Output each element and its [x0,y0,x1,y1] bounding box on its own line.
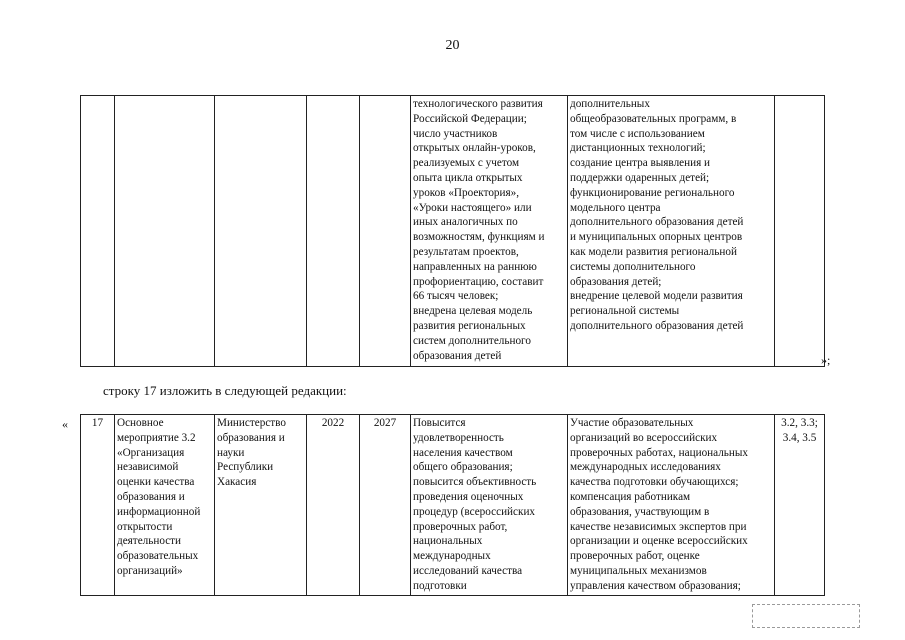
results-line: внедрена целевая модель [413,305,533,318]
results-line: исследований качества [413,564,523,577]
content-line: дополнительного образования детей [570,216,744,229]
results-line: реализуемых с учетом [413,157,520,170]
content-line: дистанционных технологий; [570,142,706,155]
results-line: проверочных работ, [413,520,508,533]
year-start-cell: 2022 [307,415,360,596]
results-line: Повысится [413,417,466,429]
results-line: направленных на раннюю [413,260,537,273]
content-line: модельного центра [570,201,661,214]
row-number-cell: 17 [81,415,115,596]
row-number-cell [81,96,115,367]
executor-cell [215,96,307,367]
indicators-line: 3.2, 3.3; [781,417,818,429]
content-line: проверочных работах, национальных [570,446,749,459]
results-line: общего образования; [413,461,513,474]
results-line: населения качеством [413,446,513,459]
content-line: и муниципальных опорных центров [570,231,743,244]
results-line: открытых онлайн-уроков, [413,142,536,155]
activity-line: образования и [117,490,185,503]
results-line: «Уроки настоящего» или [413,201,532,214]
content-line: общеобразовательных программ, в [570,112,737,125]
executor-line: Республики [217,461,274,474]
content-line: управления качеством образования; [570,579,741,592]
results-line: международных [413,550,491,563]
content-line: качества подготовки обучающихся; [570,476,739,489]
indicators-cell [775,96,825,367]
activity-line: деятельности [117,535,182,548]
indicators-line: 3.4, 3.5 [782,431,817,444]
activity-cell [115,96,215,367]
content-line: функционирование регионального [570,186,735,199]
activity-line: независимой [117,461,179,474]
content-line: Участие образовательных [570,417,694,429]
results-line: подготовки [413,579,467,592]
results-line: результатам проектов, [413,245,519,258]
year-start-cell [307,96,360,367]
activity-line: образовательных [117,550,199,563]
indicators-cell [775,415,825,596]
content-line: международных исследованиях [570,461,721,474]
results-line: образования детей [413,349,502,362]
content-line: проверочных работ, оценке [570,550,700,563]
content-line: дополнительного образования детей [570,319,744,332]
content-line: создание центра выявления и [570,157,711,170]
results-line: число участников [413,127,498,140]
results-line: 66 тысяч человек; [413,290,499,303]
page-number: 20 [445,38,460,53]
activity-cell [115,415,215,596]
results-line: удовлетворенность [413,431,504,444]
program-table-row-17 [80,414,825,596]
results-line: иных аналогичных по [413,216,518,229]
content-line: организации и оценке всероссийских [570,535,748,548]
activity-line: оценки качества [117,476,195,489]
results-line: повысится объективность [413,476,537,489]
results-line: технологического развития [413,98,543,110]
year-end-cell: 2027 [360,415,411,596]
expected-results-cell [411,415,568,596]
content-line: том числе с использованием [570,127,705,140]
results-line: национальных [413,535,483,548]
results-line: процедур (всероссийских [413,505,536,518]
activity-line: «Организация [117,446,185,459]
opening-quote: « [62,417,68,431]
activity-line: Основное [117,417,164,429]
content-line: образования детей; [570,275,662,288]
results-line: проведения оценочных [413,490,524,503]
faint-registration-stamp [752,604,860,628]
results-line: профориентацию, составит [413,275,544,288]
activity-line: открытости [117,520,173,533]
expected-results-cell [411,96,568,367]
content-line: муниципальных механизмов [570,564,707,577]
activity-line: организаций» [117,564,183,577]
results-line: Российской Федерации; [413,112,527,125]
results-line: систем дополнительного [413,334,531,347]
activity-content-cell [568,96,775,367]
executor-line: науки [217,446,245,459]
activity-content-cell [568,415,775,596]
results-line: развития региональных [413,319,526,332]
executor-line: Министерство [217,417,286,429]
content-line: системы дополнительного [570,260,696,273]
content-line: организаций во всероссийских [570,431,718,444]
amendment-instruction: строку 17 изложить в следующей редакции: [103,383,347,398]
content-line: образования, участвующим в [570,505,710,518]
content-line: компенсация работникам [570,490,691,503]
program-table-continuation [80,95,825,367]
results-line: возможностям, функциям и [413,231,545,244]
closing-quote: »; [821,353,831,367]
activity-line: мероприятие 3.2 [117,431,196,444]
content-line: как модели развития региональной [570,245,737,258]
results-line: опыта цикла открытых [413,171,523,184]
year-end-cell [360,96,411,367]
executor-cell [215,415,307,596]
results-line: уроков «Проектория», [413,186,520,199]
activity-line: информационной [117,505,201,518]
content-line: внедрение целевой модели развития [570,290,743,303]
content-line: поддержки одаренных детей; [570,171,710,184]
executor-line: Хакасия [217,476,257,489]
content-line: дополнительных [570,98,650,110]
executor-line: образования и [217,431,285,444]
content-line: качестве независимых экспертов при [570,520,747,533]
content-line: региональной системы [570,305,680,318]
